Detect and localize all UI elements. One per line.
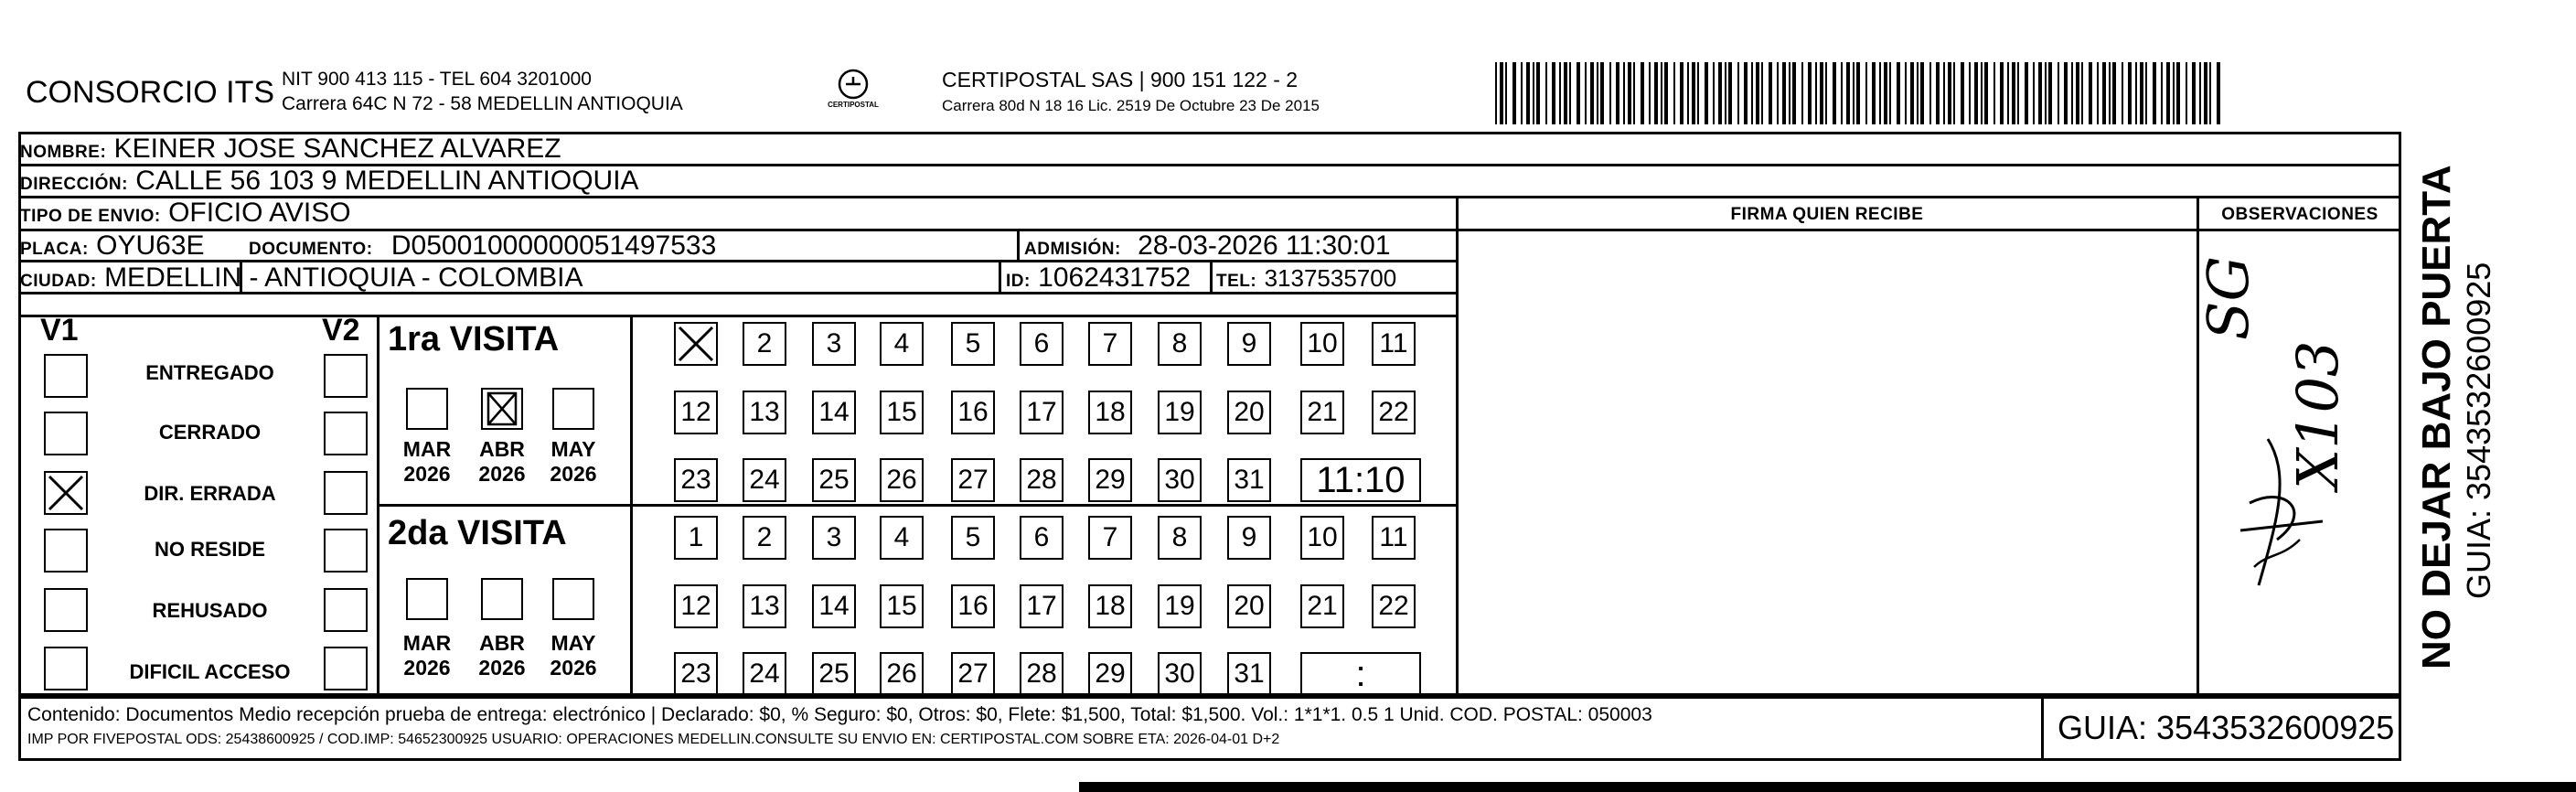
visit1-day-29[interactable]: 29 [1088,458,1132,502]
year-label: 2026 [478,462,526,486]
tel-label: TEL: [1216,272,1257,291]
v1-checkbox-cerrado[interactable] [44,412,88,455]
visit1-day-6[interactable]: 6 [1020,322,1064,366]
side-guia: GUIA: 3543532600925 [2460,262,2497,599]
barcode-bar [1889,62,1891,124]
barcode-bar [2038,62,2042,124]
v1-header: V1 [40,313,79,348]
barcode-bar [1495,62,1497,124]
visit2-day-28[interactable]: 28 [1020,652,1064,696]
visit1-month-may-checkbox[interactable] [552,388,594,430]
tel-value: 3137535700 [1264,264,1397,292]
certipostal-logo [821,66,885,117]
visit2-day-16[interactable]: 16 [951,584,995,628]
v2-checkbox-cerrado[interactable] [324,412,368,455]
visit2-month-abr [470,631,534,680]
barcode-bar [1641,62,1644,124]
visit2-day-25[interactable]: 25 [812,652,856,696]
visit2-day-17[interactable]: 17 [1020,584,1064,628]
barcode-bar [1559,62,1561,124]
row-nombre [20,134,2576,165]
row-direccion [20,166,2576,197]
visit2-title: 2da VISITA [388,514,567,552]
barcode-bar [2058,62,2059,124]
v2-checkbox-dificil-acceso[interactable] [324,647,368,690]
barcode-bar [1585,62,1587,124]
barcode-bar [1961,62,1964,124]
barcode-bar [2192,62,2196,124]
barcode-bar [2145,62,2147,124]
barcode-bar [1872,62,1876,124]
barcode-bar [1905,62,1907,124]
barcode-bar [1756,62,1759,124]
visit1-day-14[interactable]: 14 [812,391,856,434]
visit2-day-30[interactable]: 30 [1158,652,1202,696]
barcode-bar [1761,62,1763,124]
visit2-month-may [541,631,605,680]
year-label: 2026 [478,656,526,680]
row-admision [1024,230,1454,262]
handwritten-obs2: X103 [2284,340,2351,489]
documento-label: DOCUMENTO: [249,240,373,259]
visit1-day-21[interactable]: 21 [1300,391,1344,434]
barcode-bar [2153,62,2156,124]
barcode-bar [1512,62,1516,124]
barcode-bar [1661,62,1662,124]
v2-checkbox-entregado[interactable] [324,354,368,398]
month-label: MAY [550,631,596,655]
barcode-bar [2017,62,2019,124]
courier-line1: CERTIPOSTAL SAS | 900 151 122 - 2 [942,68,1299,91]
visit2-day-18[interactable]: 18 [1088,584,1132,628]
visit2-day-5[interactable]: 5 [951,516,995,560]
v1-checkbox-entregado[interactable] [44,354,88,398]
row-tipo [20,198,1447,229]
barcode-bar [1713,62,1715,124]
visit1-day-1[interactable] [674,322,718,366]
visit1-day-19[interactable]: 19 [1158,391,1202,434]
barcode-bar [1833,62,1836,124]
visit1-day-22[interactable]: 22 [1372,391,1416,434]
barcode-bar [2071,62,2073,124]
barcode-bar [1929,62,1931,124]
visit2-day-21[interactable]: 21 [1300,584,1344,628]
visit1-day-28[interactable]: 28 [1020,458,1064,502]
barcode-bar [1569,62,1571,124]
barcode-bar [2076,62,2079,124]
barcode-bar [1609,62,1611,124]
barcode-bar [2089,62,2092,124]
barcode-bar [1673,62,1675,124]
barcode-bar [1884,62,1887,124]
visit1-day-5[interactable]: 5 [951,322,995,366]
status-label-rehusado: REHUSADO [152,599,268,622]
barcode-bar [1865,62,1867,124]
visit1-day-12[interactable]: 12 [674,391,718,434]
month-label: ABR [479,437,525,461]
barcode-bar [1777,62,1779,124]
barcode-bar [1649,62,1651,124]
barcode-bar [1725,62,1726,124]
barcode-bar [1820,62,1823,124]
barcode-bar [1981,62,1983,124]
barcode-bar [2209,62,2211,124]
id-value: 1062431752 [1038,262,1192,293]
visit1-time-box[interactable]: 11:10 [1300,458,1421,502]
visit1-day-3[interactable]: 3 [812,322,856,366]
barcode-bar [1533,62,1534,124]
v1-checkbox-no-reside[interactable] [44,529,88,573]
visit1-month-may [541,437,605,487]
barcode-bar [1564,62,1567,124]
barcode-bar [1825,62,1827,124]
visit2-day-23[interactable]: 23 [674,652,718,696]
visit2-day-15[interactable]: 15 [880,584,924,628]
visit2-day-13[interactable]: 13 [743,584,786,628]
barcode-bar [1654,62,1658,124]
visit1-day-7[interactable]: 7 [1088,322,1132,366]
barcode-bar [1948,62,1951,124]
barcode-bar [1792,62,1796,124]
barcode-bar [2176,62,2180,124]
barcode-bar [1697,62,1699,124]
barcode-bar [1993,62,1995,124]
visit1-title: 1ra VISITA [388,320,560,359]
barcode-bar [2064,62,2068,124]
visit2-day-20[interactable]: 20 [1227,584,1271,628]
status-label-dificil-acceso: DIFICIL ACCESO [129,660,291,683]
status-label-dir-errada: DIR. ERRADA [144,482,276,505]
month-label: MAR [402,437,452,461]
visit1-month-abr-checkbox[interactable] [481,388,523,430]
visit2-day-26[interactable]: 26 [880,652,924,696]
barcode-bar [2166,62,2170,124]
barcode-bar [1505,62,1507,124]
barcode-bar [1846,62,1850,124]
visit1-month-mar [395,437,459,487]
barcode-bar [2112,62,2116,124]
barcode-bar [1590,62,1594,124]
id-label: ID: [1006,272,1031,291]
visit2-day-12[interactable]: 12 [674,584,718,628]
barcode-bar [1600,62,1604,124]
barcode-bar [1692,62,1695,124]
v1-checkbox-dir-errada[interactable] [44,471,88,515]
admision-label: ADMISIÓN: [1024,240,1121,259]
status-label-cerrado: CERRADO [158,421,262,444]
visit2-day-11[interactable]: 11 [1372,516,1416,560]
check-x-icon [483,390,521,428]
visit2-day-27[interactable]: 27 [951,652,995,696]
barcode-bar [2199,62,2201,124]
barcode-bar [1500,62,1503,124]
barcode-bar [1728,62,1732,124]
visit2-month-mar-checkbox[interactable] [406,578,448,620]
barcode-bar [1984,62,1988,124]
visit2-month-may-checkbox[interactable] [552,578,594,620]
year-label: 2026 [403,462,451,486]
barcode-bar [1521,62,1523,124]
admision-value: 28-03-2026 11:30:01 [1138,230,1391,261]
visit2-day-6[interactable]: 6 [1020,516,1064,560]
barcode [1495,62,2227,124]
footer-guia: GUIA: 3543532600925 [2058,709,2395,746]
barcode-bar [1789,62,1790,124]
barcode-bar [1897,62,1900,124]
barcode-bar [2097,62,2099,124]
barcode-bar [1664,62,1668,124]
barcode-bar [2012,62,2015,124]
barcode-bar [2048,62,2052,124]
barcode-bar [1801,62,1803,124]
barcode-bar [2025,62,2028,124]
visit1-day-24[interactable]: 24 [743,458,786,502]
visit2-day-4[interactable]: 4 [880,516,924,560]
barcode-bar [1920,62,1924,124]
visit1-day-10[interactable]: 10 [1300,322,1344,366]
year-label: 2026 [403,656,451,680]
year-label: 2026 [550,462,597,486]
check-x-icon [676,324,716,364]
barcode-bar [2109,62,2111,124]
barcode-bar [1856,62,1860,124]
visit2-day-22[interactable]: 22 [1372,584,1416,628]
v2-checkbox-rehusado[interactable] [324,588,368,632]
visit1-day-23[interactable]: 23 [674,458,718,502]
v2-checkbox-dir-errada[interactable] [324,471,368,515]
barcode-bar [2081,62,2083,124]
barcode-bar [1628,62,1631,124]
year-label: 2026 [550,656,597,680]
courier-line2: Carrera 80d N 18 16 Lic. 2519 De Octubre 23 De 2015 [942,97,1320,114]
logo-text: CERTIPOSTAL [828,101,879,109]
visit2-day-3[interactable]: 3 [812,516,856,560]
barcode-bar [2173,62,2175,124]
visit2-time-box[interactable]: : [1300,652,1421,696]
visit1-day-2[interactable]: 2 [743,322,786,366]
visit1-day-18[interactable]: 18 [1088,391,1132,434]
month-label: MAR [402,631,452,655]
barcode-bar [2204,62,2207,124]
placa-value: OYU63E [96,230,205,261]
visit1-day-17[interactable]: 17 [1020,391,1064,434]
barcode-bar [1815,62,1817,124]
barcode-bar [2122,62,2123,124]
barcode-bar [2000,62,2004,124]
barcode-bar [1623,62,1625,124]
row-documento [249,230,1008,262]
barcode-bar [1943,62,1945,124]
side-warning: NO DEJAR BAJO PUERTA [2414,165,2459,669]
barcode-bar [1910,62,1914,124]
barcode-bar [1687,62,1689,124]
visit1-day-9[interactable]: 9 [1227,322,1271,366]
barcode-bar [1936,62,1940,124]
visit1-day-15[interactable]: 15 [880,391,924,434]
barcode-bar [1616,62,1619,124]
v1-checkbox-rehusado[interactable] [44,588,88,632]
direccion-label: DIRECCIÓN: [20,175,128,194]
visit2-month-abr-checkbox[interactable] [481,578,523,620]
row-placa [20,230,240,262]
barcode-bar [1545,62,1547,124]
footer-imp: IMP POR FIVEPOSTAL ODS: 25438600925 / COD.IMP: 54652300925 USUARIO: OPERACIONES MEDELLIN.CONSULTE SU ENVIO EN: CERTIPOSTAL.COM SOBRE ETA: 2026-04-01 D+2 [27,732,1280,747]
visit1-day-16[interactable]: 16 [951,391,995,434]
barcode-bar [1841,62,1843,124]
barcode-bar [1879,62,1881,124]
visit1-day-30[interactable]: 30 [1158,458,1202,502]
visit2-day-14[interactable]: 14 [812,584,856,628]
visit2-day-7[interactable]: 7 [1088,516,1132,560]
barcode-bar [2128,62,2132,124]
barcode-bar [1782,62,1786,124]
barcode-bar [1737,62,1739,124]
status-label-no-reside: NO RESIDE [154,538,266,561]
barcode-bar [1953,62,1955,124]
visit1-day-11[interactable]: 11 [1372,322,1416,366]
barcode-bar [1718,62,1722,124]
barcode-bar [1808,62,1812,124]
visit1-day-20[interactable]: 20 [1227,391,1271,434]
barcode-bar [2217,62,2220,124]
placa-label: PLACA: [20,240,89,259]
v2-header: V2 [322,313,360,348]
visit2-day-24[interactable]: 24 [743,652,786,696]
row-ciudad [20,262,989,294]
barcode-bar [2033,62,2035,124]
barcode-bar [1769,62,1772,124]
visit2-day-2[interactable]: 2 [743,516,786,560]
barcode-bar [1597,62,1598,124]
status-label-entregado: ENTREGADO [145,361,274,384]
barcode-bar [2186,62,2187,124]
check-x-icon [46,473,86,513]
visit1-day-13[interactable]: 13 [743,391,786,434]
visit1-day-8[interactable]: 8 [1158,322,1202,366]
barcode-bar [2140,62,2143,124]
barcode-bar [1705,62,1708,124]
company-line1: NIT 900 413 115 - TEL 604 3201000 [282,69,592,90]
barcode-bar [1633,62,1635,124]
observaciones-header: OBSERVACIONES [2221,205,2378,224]
firma-header: FIRMA QUIEN RECIBE [1730,205,1924,224]
v2-checkbox-no-reside[interactable] [324,529,368,573]
visit2-day-8[interactable]: 8 [1158,516,1202,560]
barcode-bar [1974,62,1978,124]
footer-content: Contenido: Documentos Medio recepción prueba de entrega: electrónico | Declarado: $0, % Seguro: $0, Otros: $0, Flete: $1,500, Total: $1,500. Vol.: 1*1*1. 0.5 1 Unid. COD. POSTAL: 050003 [27,704,1652,725]
visit2-day-10[interactable]: 10 [1300,516,1344,560]
month-label: ABR [479,631,525,655]
nombre-value: KEINER JOSE SANCHEZ ALVAREZ [113,134,561,164]
visit1-month-mar-checkbox[interactable] [406,388,448,430]
barcode-bar [1917,62,1919,124]
visit2-day-31[interactable]: 31 [1227,652,1271,696]
visit1-day-31[interactable]: 31 [1227,458,1271,502]
barcode-bar [1680,62,1683,124]
barcode-bar [1526,62,1530,124]
visit2-day-29[interactable]: 29 [1088,652,1132,696]
barcode-bar [2102,62,2106,124]
barcode-bar [1853,62,1855,124]
visit1-day-4[interactable]: 4 [880,322,924,366]
barcode-bar [1744,62,1748,124]
company-name: CONSORCIO ITS [26,75,275,110]
tipo-value: OFICIO AVISO [168,198,351,228]
handwritten-obs1: SG [2195,255,2261,340]
bottom-edge [1079,782,2576,792]
tipo-label: TIPO DE ENVIO: [20,207,161,226]
barcode-bar [1969,62,1971,124]
barcode-bar [1577,62,1580,124]
barcode-bar [2007,62,2009,124]
visit1-month-abr [470,437,534,487]
row-id [1006,262,1207,294]
visit1-day-27[interactable]: 27 [951,458,995,502]
row-tel [1216,262,1456,294]
direccion-value: CALLE 56 103 9 MEDELLIN ANTIOQUIA [135,166,639,196]
company-line2: Carrera 64C N 72 - 58 MEDELLIN ANTIOQUIA [282,93,683,114]
barcode-bar [1552,62,1555,124]
visit2-month-mar [395,631,459,680]
visit1-day-25[interactable]: 25 [812,458,856,502]
v1-checkbox-dificil-acceso[interactable] [44,647,88,690]
barcode-bar [2045,62,2047,124]
barcode-bar [1751,62,1753,124]
barcode-bar [2161,62,2163,124]
visit2-day-1[interactable]: 1 [674,516,718,560]
documento-value: D05001000000051497533 [390,230,717,261]
ciudad-value: MEDELLIN - ANTIOQUIA - COLOMBIA [104,262,583,293]
visit2-day-9[interactable]: 9 [1227,516,1271,560]
barcode-bar [1536,62,1540,124]
nombre-label: NOMBRE: [20,143,107,162]
month-label: MAY [550,437,596,461]
barcode-bar [2135,62,2137,124]
visit2-day-19[interactable]: 19 [1158,584,1202,628]
ciudad-label: CIUDAD: [20,272,97,291]
visit1-day-26[interactable]: 26 [880,458,924,502]
